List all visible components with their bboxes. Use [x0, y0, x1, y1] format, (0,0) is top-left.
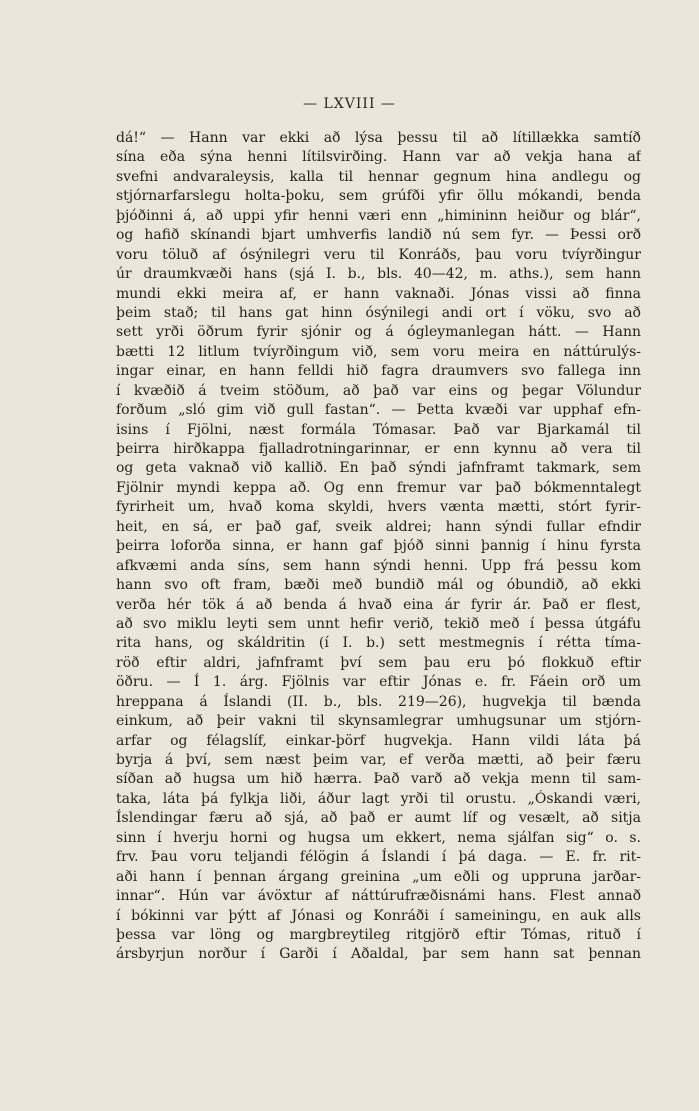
text-line: þessa var löng og margbreytileg ritgjörð eftir Tómas, rituð í: [116, 926, 641, 943]
text-line: þeim stað; til hans gat hinn ósýnilegi andi ort í vöku, svo að: [116, 304, 641, 321]
text-line: að svo miklu leyti sem unnt hefir verið, tekið með í þessa útgáfu: [116, 615, 641, 632]
text-line: hann svo oft fram, bæði með bundið mál og óbundið, að ekki: [116, 577, 641, 594]
text-line: Fjölnir myndi keppa að. Og enn fremur var það bókmenntalegt: [116, 479, 641, 496]
text-line: forðum „sló gim við gull fastan“. — Þetta kvæði var upphaf efn-: [116, 402, 641, 419]
text-line: þeirra hirðkappa fjalladrotningarinnar, er enn kynnu að vera til: [116, 441, 641, 457]
text-line: innar“. Hún var ávöxtur af náttúrufræðisnámi hans. Flest annað: [116, 888, 641, 905]
text-line: byrja á því, sem næst þeim var, ef verða mætti, að þeir færu: [116, 752, 641, 768]
text-line: þjóðinni á, að uppi yfir henni væri enn „himininn heiður og blár“,: [116, 207, 641, 224]
text-line: í bókinni var þýtt af Jónasi og Konráði í sameiningu, en auk alls: [116, 907, 641, 924]
text-line: úr draumkvæði hans (sjá I. b., bls. 40—42, m. aths.), sem hann: [116, 266, 641, 283]
text-line: sína eða sýna henni lítilsvirðing. Hann var að vekja hana af: [116, 149, 641, 166]
text-line: aði hann í þennan árgang greinina „um eðli og uppruna jarðar-: [116, 868, 641, 885]
text-line: sett yrði öðrum fyrir sjónir og á ógleymanlegan hátt. — Hann: [116, 324, 641, 341]
text-line: síðan að hugsa um hið hærra. Það varð að vekja menn til sam-: [116, 771, 641, 788]
text-line: Íslendingar færu að sjá, að það er aumt líf og vesælt, að sitja: [116, 810, 641, 827]
text-line: taka, láta þá fylkja liði, áður lagt yrði til orustu. „Óskandi væri,: [116, 790, 641, 807]
text-line: afkvæmi anda síns, sem hann sýndi henni. Upp frá þessu kom: [116, 557, 641, 574]
text-line: frv. Þau voru teljandi félögin á Íslandi í þá daga. — E. fr. rit-: [116, 849, 641, 866]
text-line: öðru. — Í 1. árg. Fjölnis var eftir Jónas e. fr. Fáein orð um: [116, 674, 641, 691]
text-line: bætti 12 litlum tvíyrðingum við, sem voru meira en náttúrulýs-: [116, 343, 641, 360]
text-line: sinn í hverju horni og hugsa um ekkert, nema sjálfan sig“ o. s.: [116, 829, 641, 846]
text-line: og hafið skínandi bjart umhverfis landið nú sem fyr. — Þessi orð: [116, 227, 641, 244]
body-text: [116, 129, 641, 965]
text-line: í kvæðið á tveim stöðum, að það var eins og þegar Völundur: [116, 382, 641, 399]
text-line: ársbyrjun norður í Garði í Aðaldal, þar sem hann sat þennan: [116, 946, 641, 963]
text-line: þeirra loforða sinna, er hann gaf þjóð sinni þannig í hinu fyrsta: [116, 538, 641, 555]
text-line: ingar einar, en hann felldi hið fagra draumvers svo fallega inn: [116, 363, 641, 380]
text-line: isins í Fjölni, næst formála Tómasar. Það var Bjarkamál til: [116, 421, 641, 438]
text-line: hreppana á Íslandi (II. b., bls. 219—26), hugvekja til bænda: [116, 693, 641, 710]
text-line: svefni andvaraleysis, kalla til hennar gegnum hina andlegu og: [116, 168, 641, 185]
text-line: voru töluð af ósýnilegri veru til Konráðs, þau voru tvíyrðingur: [116, 246, 641, 263]
text-line: fyrirheit um, hvað koma skyldi, hvers vænta mætti, stórt fyrir-: [116, 499, 641, 516]
text-line: einkum, að þeir vakni til skynsamlegrar umhugsunar um stjórn-: [116, 713, 641, 730]
text-line: mundi ekki meira af, er hann vaknaði. Jónas vissi að finna: [116, 285, 641, 302]
text-line: og geta vaknað við kallið. En það sýndi jafnframt takmark, sem: [116, 460, 641, 477]
running-head: — LXVIII —: [303, 96, 396, 112]
text-line: verða hér tök á að benda á hvað eina ár fyrir ár. Það er flest,: [116, 596, 641, 613]
text-line: stjórnarfarslegu holta-þoku, sem grúfði yfir öllu mókandi, benda: [116, 188, 641, 205]
text-line: röð eftir aldri, jafnframt því sem þau eru þó flokkuð eftir: [116, 654, 641, 671]
text-line: rita hans, og skáldritin (í I. b.) sett mestmegnis í rétta tíma-: [116, 635, 641, 652]
text-line: heit, en sá, er það gaf, sveik aldrei; hann sýndi fullar efndir: [116, 518, 641, 535]
text-line: arfar og félagslíf, einkar-þörf hugvekja. Hann vildi láta þá: [116, 732, 641, 749]
text-line: dá!“ — Hann var ekki að lýsa þessu til að lítillækka samtíð: [116, 130, 641, 146]
